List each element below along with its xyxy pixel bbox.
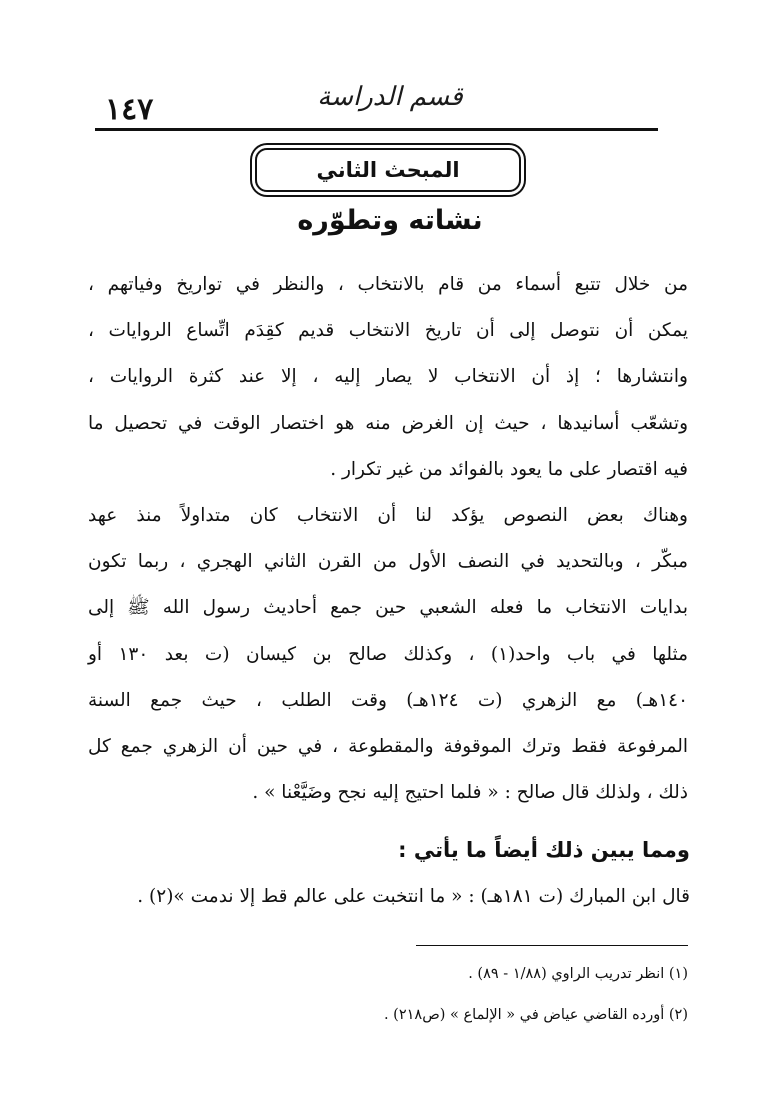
body-line: المرفوعة فقط وترك الموقوفة والمقطوعة ، في حين أن الزهري جمع كل — [88, 735, 688, 757]
subheading: ومما يبين ذلك أيضاً ما يأتي : — [398, 838, 690, 862]
footnote-2: (٢) أورده القاضي عياض في « الإلماع » (ص٢١٨) . — [383, 1007, 688, 1023]
body-line: بدايات الانتخاب ما فعله الشعبي حين جمع أحاديث رسول الله ﷺ إلى — [88, 597, 688, 619]
quote-line: قال ابن المبارك (ت ١٨١هـ) : « ما انتخبت على عالم قط إلا ندمت »(٢) . — [137, 886, 690, 907]
body-line: يمكن أن نتوصل إلى أن تاريخ الانتخاب قديم كقِدَم اتِّساع الروايات ، — [88, 320, 688, 342]
page-number: ١٤٧ — [105, 92, 154, 127]
body-line: فيه اقتصار على ما يعود بالفوائد من غير تكرار . — [330, 458, 688, 480]
body-line: وهناك بعض النصوص يؤكد لنا أن الانتخاب كان متداولاً منذ عهد — [88, 504, 688, 526]
body-line: ذلك ، ولذلك قال صالح : « فلما احتيج إليه نجح وضَيَّعْنا » . — [252, 782, 688, 804]
section-title: المبحث الثاني — [316, 158, 460, 182]
body-line: مثلها في باب واحد(١) ، وكذلك صالح بن كيسان (ت بعد ١٣٠ أو — [88, 643, 688, 665]
footnote-1: (١) انظر تدريب الراوي (١/٨٨ - ٨٩) . — [468, 966, 688, 982]
body-line: ١٤٠هـ) مع الزهري (ت ١٢٤هـ) وقت الطلب ، حيث جمع السنة — [88, 689, 689, 711]
chapter-title: نشاته وتطوّره — [297, 205, 483, 236]
body-line: مبكّر ، وبالتحديد في النصف الأول من القرن الثاني الهجري ، ربما تكون — [88, 551, 688, 573]
section-title-frame — [255, 148, 521, 192]
body-line: وانتشارها ؛ إذ أن الانتخاب لا يصار إليه ، إلا عند كثرة الروايات ، — [88, 366, 688, 388]
body-line: وتشعّب أسانيدها ، حيث إن الغرض منه هو اختصار الوقت في تحصيل ما — [88, 412, 688, 434]
body-line: من خلال تتبع أسماء من قام بالانتخاب ، والنظر في تواريخ وفياتهم ، — [88, 274, 688, 295]
page-header — [95, 76, 655, 136]
header-rule — [95, 128, 658, 131]
running-title: قسم الدراسة — [317, 82, 463, 112]
footnote-rule — [416, 945, 688, 946]
body-text — [88, 262, 688, 816]
